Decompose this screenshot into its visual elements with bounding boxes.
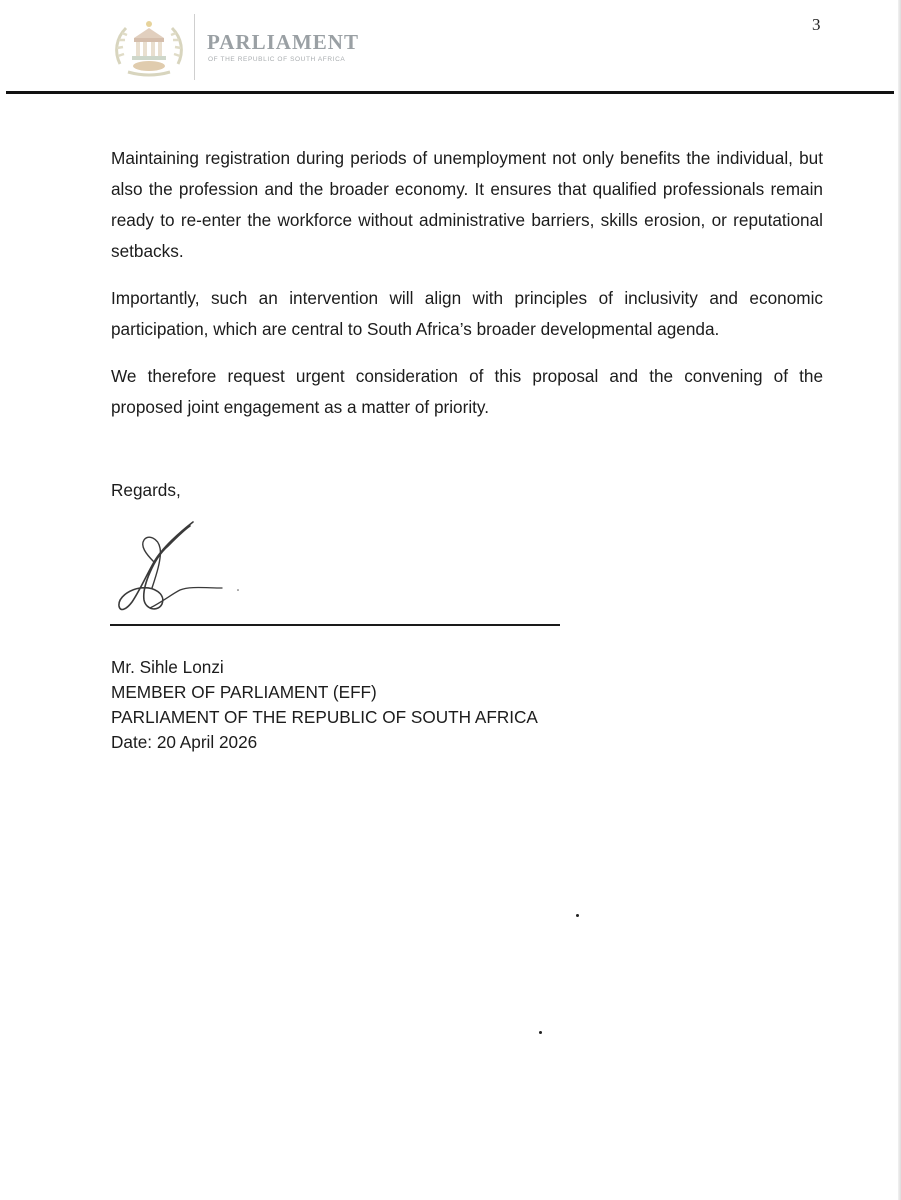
signatory-organisation: PARLIAMENT OF THE REPUBLIC OF SOUTH AFRICA	[111, 707, 538, 727]
letter-date: Date: 20 April 2026	[111, 732, 258, 752]
paragraph: Maintaining registration during periods of unemployment not only benefits the individual, but also the profession and the broader economy. It ensures that qualified professionals remain ready to re-enter the workforce without administrative barriers, skills erosion, or reputational setbacks.	[111, 148, 823, 261]
letter-body	[111, 143, 823, 439]
signature-line	[110, 624, 560, 626]
handwritten-signature	[110, 518, 260, 616]
header-rule	[6, 91, 894, 94]
logo-subtitle: OF THE REPUBLIC OF SOUTH AFRICA	[208, 56, 346, 63]
letterhead	[0, 0, 901, 96]
logo-name: PARLIAMENT	[207, 30, 359, 54]
paragraph: We therefore request urgent consideration of this proposal and the convening of the proposed joint engagement as a matter of priority.	[111, 366, 823, 417]
scan-speck	[576, 914, 579, 917]
salutation: Regards,	[111, 480, 181, 500]
page-number: 3	[812, 15, 821, 34]
signatory-name: Mr. Sihle Lonzi	[111, 657, 224, 677]
signatory-title: MEMBER OF PARLIAMENT (EFF)	[111, 682, 377, 702]
parliament-crest-icon	[110, 16, 188, 78]
logo-divider	[194, 14, 195, 80]
scan-speck	[539, 1031, 542, 1034]
signatory-block	[111, 655, 538, 755]
paragraph: Importantly, such an intervention will align with principles of inclusivity and economic participation, which are central to South Africa’s broader developmental agenda.	[111, 288, 823, 339]
